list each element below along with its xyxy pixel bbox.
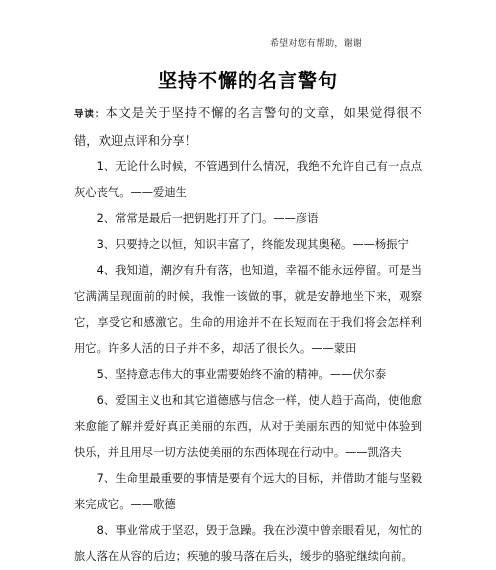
quote-3: 3、只要持之以恒，知识丰富了，终能发现其奥秘。——杨振宁 [96, 238, 409, 251]
intro-text: 本文是关于坚持不懈的名言警句的文章，如果觉得很不错，欢迎点评和分享！ [74, 106, 422, 148]
quote-8: 8、事业常成于坚忍，毁于急躁。我在沙漠中曾亲眼看见，匆忙的旅人落在从容的后边；疾驰的骏马落在后头，缓步的骆驼继续向前。 [74, 524, 422, 563]
header-note: 希望对您有帮助，谢谢 [269, 39, 362, 49]
document-title: 坚持不懈的名言警句 [157, 70, 338, 92]
quote-7: 7、生命里最重要的事情是要有个远大的目标，并借助才能与坚毅来完成它。——歌德 [74, 472, 422, 511]
intro-paragraph [74, 100, 422, 154]
quote-5: 5、坚持意志伟大的事业需要始终不渝的精神。——伏尔泰 [96, 368, 387, 381]
quote-1: 1、无论什么时候，不管遇到什么情况，我绝不允许自己有一点点灰心丧气。——爱迪生 [74, 160, 422, 199]
quote-6: 6、爱国主义也和其它道德感与信念一样，使人趋于高尚，使他愈来愈能了解并爱好真正美丽的东西，从对于美丽东西的知觉中体验到快乐，并且用尽一切方法使美丽的东西体现在行动中。——凯洛夫 [74, 394, 422, 459]
quote-2: 2、常常是最后一把钥匙打开了门。——彦语 [96, 212, 319, 225]
quote-4: 4、我知道，潮汐有升有落，也知道，幸福不能永远停留。可是当它满满呈现面前的时候，我惟一该做的事，就是安静地坐下来，观察它，享受它和感激它。生命的用途并不在长短而在于我们将会怎样利用它。许多人活的日子并不多，却活了很长久。——蒙田 [74, 264, 422, 355]
intro-label: 导读： [74, 109, 106, 120]
document-body [74, 100, 422, 570]
